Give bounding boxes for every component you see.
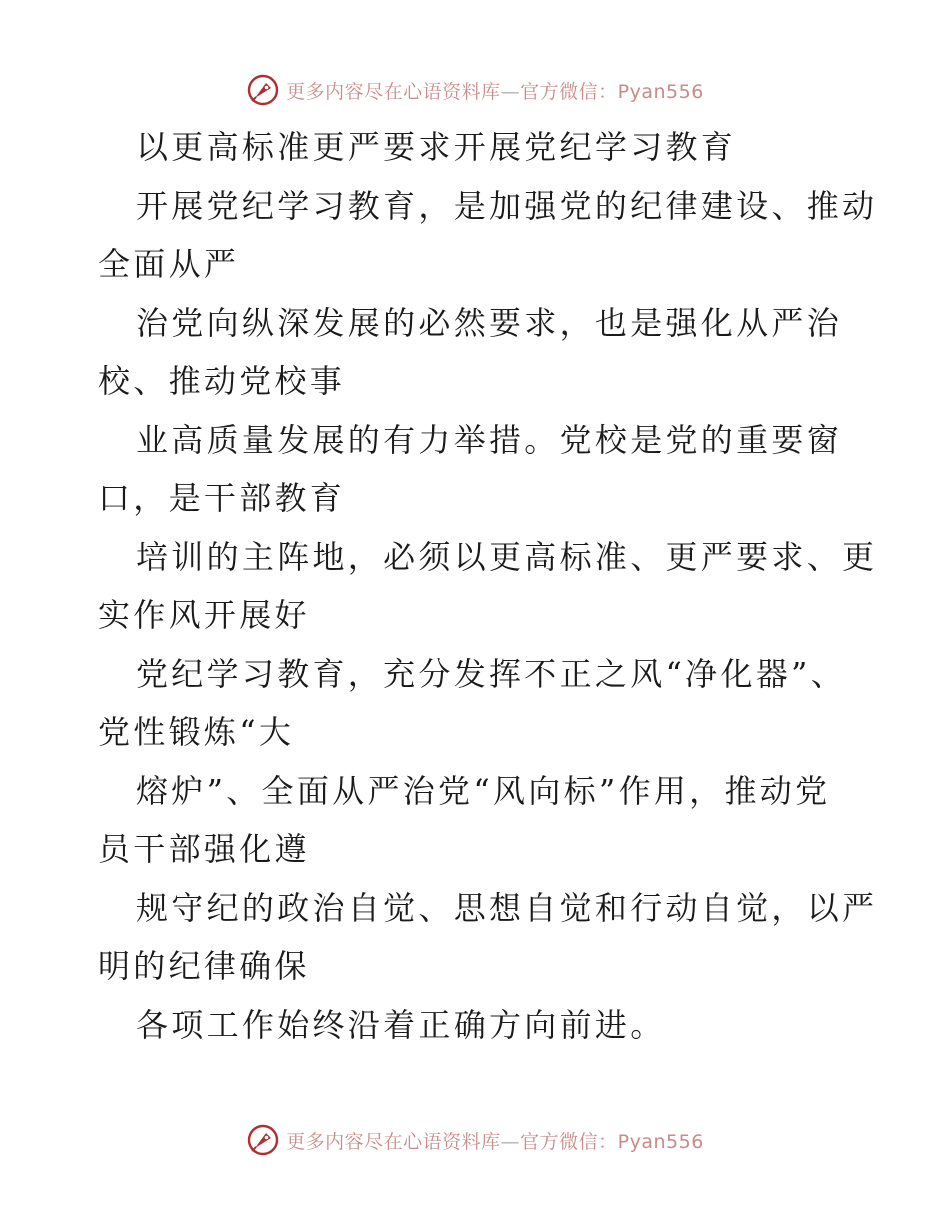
paragraph-line: 全面从严 bbox=[98, 245, 240, 283]
paragraph-line: 实作风开展好 bbox=[98, 596, 310, 634]
watermark-text: 更多内容尽在心语资料库—官方微信：Pyan556 bbox=[286, 80, 704, 103]
paragraph-line: 规守纪的政治自觉、思想自觉和行动自觉，以严 bbox=[136, 888, 878, 927]
paragraph-line: 开展党纪学习教育，是加强党的纪律建设、推动 bbox=[136, 186, 878, 225]
paragraph-line: 熔炉”、全面从严治党“风向标”作用，推动党 bbox=[136, 771, 831, 810]
paragraph-line: 口，是干部教育 bbox=[98, 479, 346, 517]
paragraph-line: 员干部强化遵 bbox=[98, 830, 310, 868]
document-body bbox=[98, 118, 878, 1054]
paragraph-line: 业高质量发展的有力举措。党校是党的重要窗 bbox=[136, 420, 843, 459]
pen-nib-logo-icon bbox=[246, 1123, 280, 1157]
watermark-text: 更多内容尽在心语资料库—官方微信：Pyan556 bbox=[286, 1130, 704, 1153]
paragraph-line: 培训的主阵地，必须以更高标准、更严要求、更 bbox=[136, 537, 878, 576]
header-watermark bbox=[0, 70, 950, 110]
pen-nib-logo-icon bbox=[246, 73, 280, 107]
paragraph-line: 治党向纵深发展的必然要求，也是强化从严治 bbox=[136, 303, 843, 342]
paragraph-line: 党性锻炼“大 bbox=[98, 713, 295, 751]
paragraph-line: 校、推动党校事 bbox=[98, 362, 346, 400]
document-title: 以更高标准更严要求开展党纪学习教育 bbox=[136, 128, 737, 166]
footer-watermark bbox=[0, 1120, 950, 1160]
paragraph-line: 各项工作始终沿着正确方向前进。 bbox=[136, 1005, 666, 1044]
paragraph-line: 党纪学习教育，充分发挥不正之风“净化器”、 bbox=[136, 654, 847, 693]
paragraph-line: 明的纪律确保 bbox=[98, 947, 310, 985]
